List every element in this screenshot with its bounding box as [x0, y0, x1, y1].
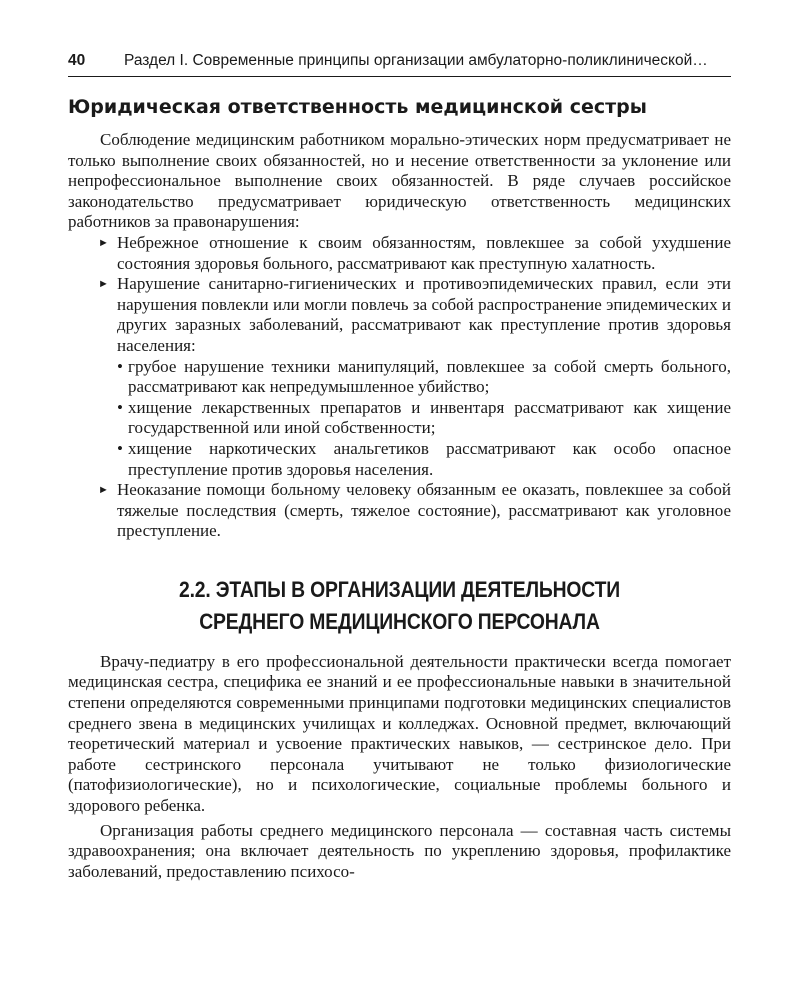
- header-rule: [68, 76, 731, 77]
- sub-list-item-text: грубое нарушение техники манипуляций, повлекшее за собой смерть больного, рассматривают как непредумышленное убийство;: [128, 356, 731, 397]
- body-paragraph-2: Организация работы среднего медицинского персонала — составная часть системы здравоохранения; она включает деятельность по укреплению здоровья, профилактике заболеваний, предоставлению психосо-: [68, 820, 731, 881]
- intro-paragraph: Соблюдение медицинским работником морально-этических норм предусматривает не только выполнение своих обязанностей, но и несение ответственности за уклонение или непрофессиональное выполнение своих обязанностей. В ряде случаев российское законодательство предусматривает юридическую ответственность медицинских работников за правонарушения:: [68, 130, 731, 232]
- section-title-line-1: 2.2. ЭТАПЫ В ОРГАНИЗАЦИИ ДЕЯТЕЛЬНОСТИ: [179, 576, 620, 602]
- subsection-heading: Юридическая ответственность медицинской сестры: [68, 96, 647, 118]
- dot-bullet-icon: •: [117, 356, 123, 376]
- list-item-text: Небрежное отношение к своим обязанностям, повлекшее за собой ухудшение состояния здоровья больного, рассматривают как преступную халатность.: [117, 232, 731, 273]
- intro-block: [68, 130, 731, 542]
- sub-list-item: [117, 397, 731, 439]
- list-item: [98, 480, 731, 542]
- body-paragraph-1: Врачу-педиатру в его профессиональной деятельности практически всегда помогает медицинская сестра, специфика ее знаний и ее профессиональные навыки в значительной степени определяются современными принципами подготовки медицинских специалистов среднего звена в медицинских училищах и колледжах. Основной предмет, включающий теоретический материал и усвоение практических навыков, — сестринское дело. При работе сестринского персонала учитывают не только физиологические (патофизиологические), но и психологические, социальные проблемы больного и здорового ребенка.: [68, 651, 731, 816]
- sub-list-item: [117, 356, 731, 398]
- triangle-bullet-icon: ►: [98, 236, 109, 249]
- sub-list-item-text: хищение наркотических анальгетиков рассматривают как особо опасное преступление против здоровья населения.: [128, 438, 731, 479]
- list-item-text: Нарушение санитарно-гигиенических и противоэпидемических правил, если эти нарушения повлекли или могли повлечь за собой распространение эпидемических и других заразных заболеваний, рассматривают как преступление против здоровья населения:: [117, 274, 731, 355]
- section-title-line-2: СРЕДНЕГО МЕДИЦИНСКОГО ПЕРСОНАЛА: [199, 608, 600, 634]
- running-title: Раздел I. Современные принципы организации амбулаторно-поликлинической…: [124, 52, 708, 69]
- sub-list-item-text: хищение лекарственных препаратов и инвентаря рассматривают как хищение государственной или иной собственности;: [128, 397, 731, 438]
- book-page: [68, 52, 731, 882]
- dot-bullet-icon: •: [117, 397, 123, 417]
- list-item-text: Неоказание помощи больному человеку обязанным ее оказать, повлекшее за собой тяжелые последствия (смерть, тяжелое состояние), рассматривают как уголовное преступление.: [117, 480, 731, 541]
- triangle-bullet-icon: ►: [98, 278, 109, 291]
- running-head: [68, 52, 731, 74]
- sub-list: [117, 357, 731, 481]
- sub-list-item: [117, 438, 731, 480]
- responsibility-list: [68, 233, 731, 542]
- triangle-bullet-icon: ►: [98, 484, 109, 497]
- page-number: 40: [68, 52, 86, 69]
- dot-bullet-icon: •: [117, 438, 123, 458]
- section-title: [114, 574, 684, 638]
- list-item: [98, 274, 731, 480]
- list-item: [98, 232, 731, 274]
